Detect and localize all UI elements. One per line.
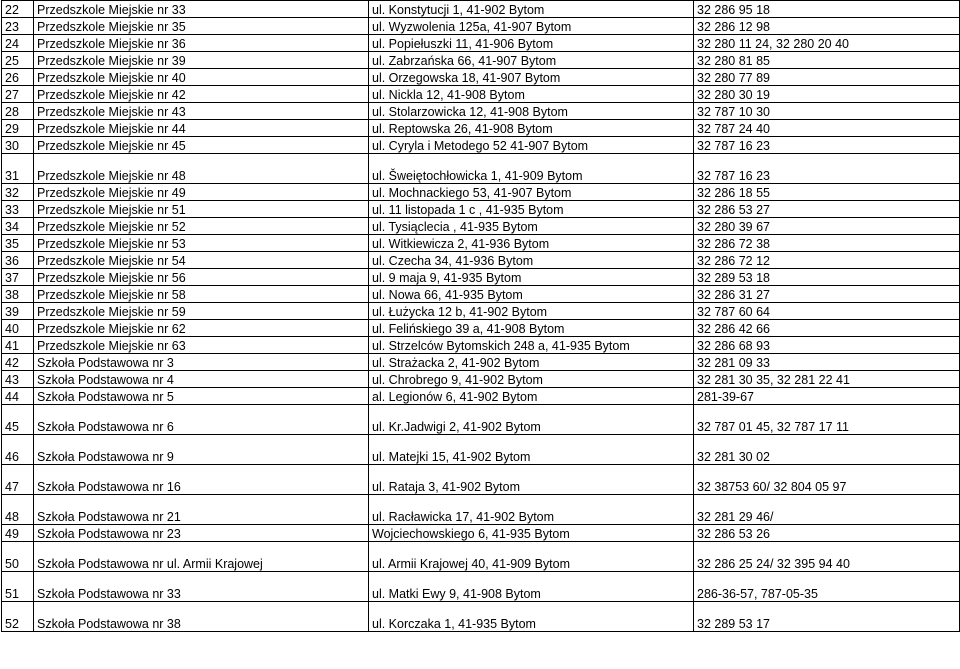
institution-address: ul. Šweiętochłowicka 1, 41-909 Bytom — [369, 154, 694, 184]
institution-address: ul. Łużycka 12 b, 41-902 Bytom — [369, 303, 694, 320]
row-number: 22 — [2, 1, 34, 18]
institution-name: Przedszkole Miejskie nr 42 — [34, 86, 369, 103]
institution-name: Szkoła Podstawowa nr ul. Armii Krajowej — [34, 542, 369, 572]
table-row — [2, 269, 960, 286]
institution-name: Przedszkole Miejskie nr 54 — [34, 252, 369, 269]
institution-phone: 32 280 81 85 — [694, 52, 960, 69]
row-number: 47 — [2, 465, 34, 495]
institution-phone: 32 286 12 98 — [694, 18, 960, 35]
institution-name: Szkoła Podstawowa nr 23 — [34, 525, 369, 542]
table-row — [2, 495, 960, 525]
institution-address: ul. Konstytucji 1, 41-902 Bytom — [369, 1, 694, 18]
institution-name: Przedszkole Miejskie nr 44 — [34, 120, 369, 137]
institution-phone: 32 281 29 46/ — [694, 495, 960, 525]
row-number: 34 — [2, 218, 34, 235]
institution-address: ul. Rataja 3, 41-902 Bytom — [369, 465, 694, 495]
row-number: 52 — [2, 602, 34, 632]
institution-name: Szkoła Podstawowa nr 9 — [34, 435, 369, 465]
institution-phone: 32 286 53 27 — [694, 201, 960, 218]
row-number: 27 — [2, 86, 34, 103]
table-row — [2, 435, 960, 465]
institution-phone: 32 286 68 93 — [694, 337, 960, 354]
institution-phone: 286-36-57, 787-05-35 — [694, 572, 960, 602]
institution-name: Przedszkole Miejskie nr 43 — [34, 103, 369, 120]
table-row — [2, 103, 960, 120]
table-row — [2, 35, 960, 52]
table-row — [2, 388, 960, 405]
institution-address: ul. Cyryla i Metodego 52 41-907 Bytom — [369, 137, 694, 154]
row-number: 24 — [2, 35, 34, 52]
institution-phone: 32 787 16 23 — [694, 154, 960, 184]
institution-phone: 32 787 16 23 — [694, 137, 960, 154]
table-row — [2, 405, 960, 435]
table-row — [2, 154, 960, 184]
institution-address: ul. Nickla 12, 41-908 Bytom — [369, 86, 694, 103]
table-row — [2, 137, 960, 154]
row-number: 40 — [2, 320, 34, 337]
institution-phone: 32 787 01 45, 32 787 17 11 — [694, 405, 960, 435]
institution-name: Szkoła Podstawowa nr 21 — [34, 495, 369, 525]
row-number: 36 — [2, 252, 34, 269]
row-number: 26 — [2, 69, 34, 86]
institution-address: ul. Tysiąclecia , 41-935 Bytom — [369, 218, 694, 235]
table-row — [2, 235, 960, 252]
institution-address: ul. Mochnackiego 53, 41-907 Bytom — [369, 184, 694, 201]
institution-address: ul. 11 listopada 1 c , 41-935 Bytom — [369, 201, 694, 218]
institution-address: ul. Stolarzowicka 12, 41-908 Bytom — [369, 103, 694, 120]
row-number: 29 — [2, 120, 34, 137]
institution-phone: 32 38753 60/ 32 804 05 97 — [694, 465, 960, 495]
institution-phone: 32 280 30 19 — [694, 86, 960, 103]
institution-address: ul. Nowa 66, 41-935 Bytom — [369, 286, 694, 303]
institution-name: Przedszkole Miejskie nr 40 — [34, 69, 369, 86]
institution-phone: 32 280 39 67 — [694, 218, 960, 235]
row-number: 33 — [2, 201, 34, 218]
institution-address: ul. Reptowska 26, 41-908 Bytom — [369, 120, 694, 137]
table-row — [2, 86, 960, 103]
institution-address: ul. Strażacka 2, 41-902 Bytom — [369, 354, 694, 371]
institution-address: ul. Chrobrego 9, 41-902 Bytom — [369, 371, 694, 388]
table-row — [2, 252, 960, 269]
table-row — [2, 572, 960, 602]
institution-name: Przedszkole Miejskie nr 52 — [34, 218, 369, 235]
institution-address: ul. Orzegowska 18, 41-907 Bytom — [369, 69, 694, 86]
institution-address: ul. Racławicka 17, 41-902 Bytom — [369, 495, 694, 525]
institution-phone: 32 787 10 30 — [694, 103, 960, 120]
table-row — [2, 337, 960, 354]
row-number: 51 — [2, 572, 34, 602]
row-number: 30 — [2, 137, 34, 154]
row-number: 23 — [2, 18, 34, 35]
row-number: 28 — [2, 103, 34, 120]
table-row — [2, 525, 960, 542]
row-number: 41 — [2, 337, 34, 354]
table-row — [2, 320, 960, 337]
institution-phone: 32 286 25 24/ 32 395 94 40 — [694, 542, 960, 572]
table-row — [2, 354, 960, 371]
institution-address: ul. Felińskiego 39 a, 41-908 Bytom — [369, 320, 694, 337]
institution-name: Szkoła Podstawowa nr 4 — [34, 371, 369, 388]
row-number: 49 — [2, 525, 34, 542]
table-row — [2, 69, 960, 86]
institution-phone: 32 281 30 35, 32 281 22 41 — [694, 371, 960, 388]
table-body — [2, 1, 960, 632]
institution-address: ul. Popiełuszki 11, 41-906 Bytom — [369, 35, 694, 52]
institution-phone: 32 286 42 66 — [694, 320, 960, 337]
institution-name: Przedszkole Miejskie nr 63 — [34, 337, 369, 354]
institution-name: Przedszkole Miejskie nr 56 — [34, 269, 369, 286]
institution-phone: 32 281 09 33 — [694, 354, 960, 371]
institution-name: Przedszkole Miejskie nr 48 — [34, 154, 369, 184]
institution-phone: 32 286 53 26 — [694, 525, 960, 542]
institution-address: ul. Matki Ewy 9, 41-908 Bytom — [369, 572, 694, 602]
institution-address: ul. 9 maja 9, 41-935 Bytom — [369, 269, 694, 286]
institution-address: ul. Kr.Jadwigi 2, 41-902 Bytom — [369, 405, 694, 435]
institution-name: Szkoła Podstawowa nr 38 — [34, 602, 369, 632]
institution-name: Przedszkole Miejskie nr 62 — [34, 320, 369, 337]
institution-phone: 281-39-67 — [694, 388, 960, 405]
table-row — [2, 18, 960, 35]
institution-address: Wojciechowskiego 6, 41-935 Bytom — [369, 525, 694, 542]
institution-phone: 32 289 53 18 — [694, 269, 960, 286]
institution-address: ul. Matejki 15, 41-902 Bytom — [369, 435, 694, 465]
table-row — [2, 542, 960, 572]
institutions-table — [1, 0, 960, 632]
row-number: 44 — [2, 388, 34, 405]
institution-address: ul. Korczaka 1, 41-935 Bytom — [369, 602, 694, 632]
institution-phone: 32 286 95 18 — [694, 1, 960, 18]
row-number: 25 — [2, 52, 34, 69]
institution-address: al. Legionów 6, 41-902 Bytom — [369, 388, 694, 405]
institution-name: Szkoła Podstawowa nr 3 — [34, 354, 369, 371]
table-row — [2, 286, 960, 303]
institution-phone: 32 280 11 24, 32 280 20 40 — [694, 35, 960, 52]
table-row — [2, 371, 960, 388]
table-row — [2, 218, 960, 235]
table-row — [2, 120, 960, 137]
row-number: 39 — [2, 303, 34, 320]
table-row — [2, 303, 960, 320]
institution-phone: 32 289 53 17 — [694, 602, 960, 632]
row-number: 43 — [2, 371, 34, 388]
institution-name: Przedszkole Miejskie nr 49 — [34, 184, 369, 201]
row-number: 31 — [2, 154, 34, 184]
institution-address: ul. Armii Krajowej 40, 41-909 Bytom — [369, 542, 694, 572]
institution-name: Przedszkole Miejskie nr 39 — [34, 52, 369, 69]
row-number: 32 — [2, 184, 34, 201]
row-number: 35 — [2, 235, 34, 252]
institution-address: ul. Witkiewicza 2, 41-936 Bytom — [369, 235, 694, 252]
institution-phone: 32 286 72 12 — [694, 252, 960, 269]
institution-name: Szkoła Podstawowa nr 6 — [34, 405, 369, 435]
institution-name: Przedszkole Miejskie nr 36 — [34, 35, 369, 52]
row-number: 37 — [2, 269, 34, 286]
institution-address: ul. Czecha 34, 41-936 Bytom — [369, 252, 694, 269]
table-row — [2, 1, 960, 18]
institution-address: ul. Wyzwolenia 125a, 41-907 Bytom — [369, 18, 694, 35]
institution-name: Przedszkole Miejskie nr 53 — [34, 235, 369, 252]
institution-name: Przedszkole Miejskie nr 59 — [34, 303, 369, 320]
institution-name: Przedszkole Miejskie nr 35 — [34, 18, 369, 35]
row-number: 50 — [2, 542, 34, 572]
table-row — [2, 201, 960, 218]
institution-phone: 32 280 77 89 — [694, 69, 960, 86]
institution-name: Szkoła Podstawowa nr 33 — [34, 572, 369, 602]
institution-phone: 32 286 31 27 — [694, 286, 960, 303]
table-row — [2, 602, 960, 632]
row-number: 48 — [2, 495, 34, 525]
row-number: 46 — [2, 435, 34, 465]
institution-phone: 32 787 60 64 — [694, 303, 960, 320]
institution-phone: 32 281 30 02 — [694, 435, 960, 465]
table-row — [2, 52, 960, 69]
institution-phone: 32 286 18 55 — [694, 184, 960, 201]
institution-phone: 32 286 72 38 — [694, 235, 960, 252]
institution-name: Szkoła Podstawowa nr 16 — [34, 465, 369, 495]
institution-address: ul. Zabrzańska 66, 41-907 Bytom — [369, 52, 694, 69]
institution-name: Przedszkole Miejskie nr 51 — [34, 201, 369, 218]
table-row — [2, 465, 960, 495]
institution-phone: 32 787 24 40 — [694, 120, 960, 137]
row-number: 38 — [2, 286, 34, 303]
row-number: 42 — [2, 354, 34, 371]
institution-name: Szkoła Podstawowa nr 5 — [34, 388, 369, 405]
institution-address: ul. Strzelców Bytomskich 248 a, 41-935 Bytom — [369, 337, 694, 354]
institution-name: Przedszkole Miejskie nr 45 — [34, 137, 369, 154]
institution-name: Przedszkole Miejskie nr 33 — [34, 1, 369, 18]
row-number: 45 — [2, 405, 34, 435]
institution-name: Przedszkole Miejskie nr 58 — [34, 286, 369, 303]
table-row — [2, 184, 960, 201]
